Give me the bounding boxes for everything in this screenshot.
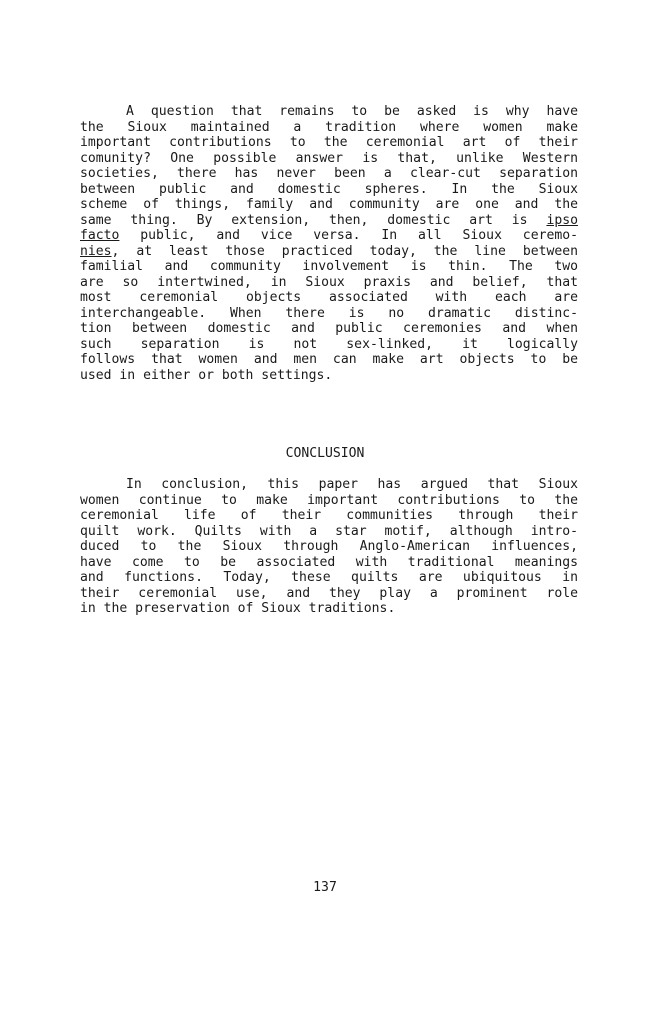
text-line: ceremonial life of their communities through their bbox=[80, 508, 578, 523]
underlined-fragment: nies bbox=[80, 243, 112, 259]
text-line: have come to be associated with traditional meanings bbox=[80, 554, 578, 570]
text-line: comunity? One possible answer is that, unlike Western bbox=[80, 150, 578, 166]
page-number: 137 bbox=[313, 880, 337, 895]
text-line: quilt work. Quilts with a star motif, although intro- bbox=[80, 523, 578, 539]
text-line: scheme of things, family and community are one and the bbox=[80, 197, 578, 212]
text-fragment: , at least those practiced today, the line between bbox=[111, 243, 578, 259]
text-line: between public and domestic spheres. In the Sioux bbox=[80, 181, 578, 197]
text-line: important contributions to the ceremonial art of their bbox=[80, 135, 578, 150]
text-line: societies, there has never been a clear-cut separation bbox=[80, 166, 578, 181]
text-line: in the preservation of Sioux traditions. bbox=[80, 601, 396, 616]
paragraph-conclusion bbox=[80, 477, 578, 617]
text-line: follows that women and men can make art objects to be bbox=[80, 352, 578, 367]
section-heading: CONCLUSION bbox=[285, 446, 365, 461]
text-fragment: same thing. By extension, then, domestic art is bbox=[80, 212, 528, 228]
italic-term-ipso: ipso bbox=[546, 212, 578, 228]
text-line: such separation is not sex-linked, it logically bbox=[80, 336, 578, 352]
text-line: the Sioux maintained a tradition where women make bbox=[80, 119, 578, 135]
text-line: are so intertwined, in Sioux praxis and belief, that bbox=[80, 274, 578, 290]
text-line: their ceremonial use, and they play a prominent role bbox=[80, 585, 578, 601]
text-line: interchangeable. When there is no dramatic distinc- bbox=[80, 305, 578, 321]
text-line bbox=[80, 228, 578, 244]
text-line: tion between domestic and public ceremonies and when bbox=[80, 321, 578, 336]
paragraph-discussion bbox=[80, 104, 578, 383]
text-line: and functions. Today, these quilts are ubiquitous in bbox=[80, 570, 578, 585]
text-line bbox=[80, 244, 578, 260]
text-fragment: public, and vice versa. In all Sioux ceremo- bbox=[119, 228, 578, 243]
text-line: familial and community involvement is thin. The two bbox=[80, 259, 578, 274]
text-line: women continue to make important contributions to the bbox=[80, 492, 578, 508]
text-line bbox=[80, 213, 578, 229]
text-line: most ceremonial objects associated with each are bbox=[80, 290, 578, 305]
text-line: duced to the Sioux through Anglo-American influences, bbox=[80, 539, 578, 554]
text-line: A question that remains to be asked is why have bbox=[126, 104, 578, 119]
text-line: In conclusion, this paper has argued that Sioux bbox=[126, 477, 578, 492]
italic-term-facto: facto bbox=[80, 228, 120, 243]
text-line: used in either or both settings. bbox=[80, 367, 333, 383]
